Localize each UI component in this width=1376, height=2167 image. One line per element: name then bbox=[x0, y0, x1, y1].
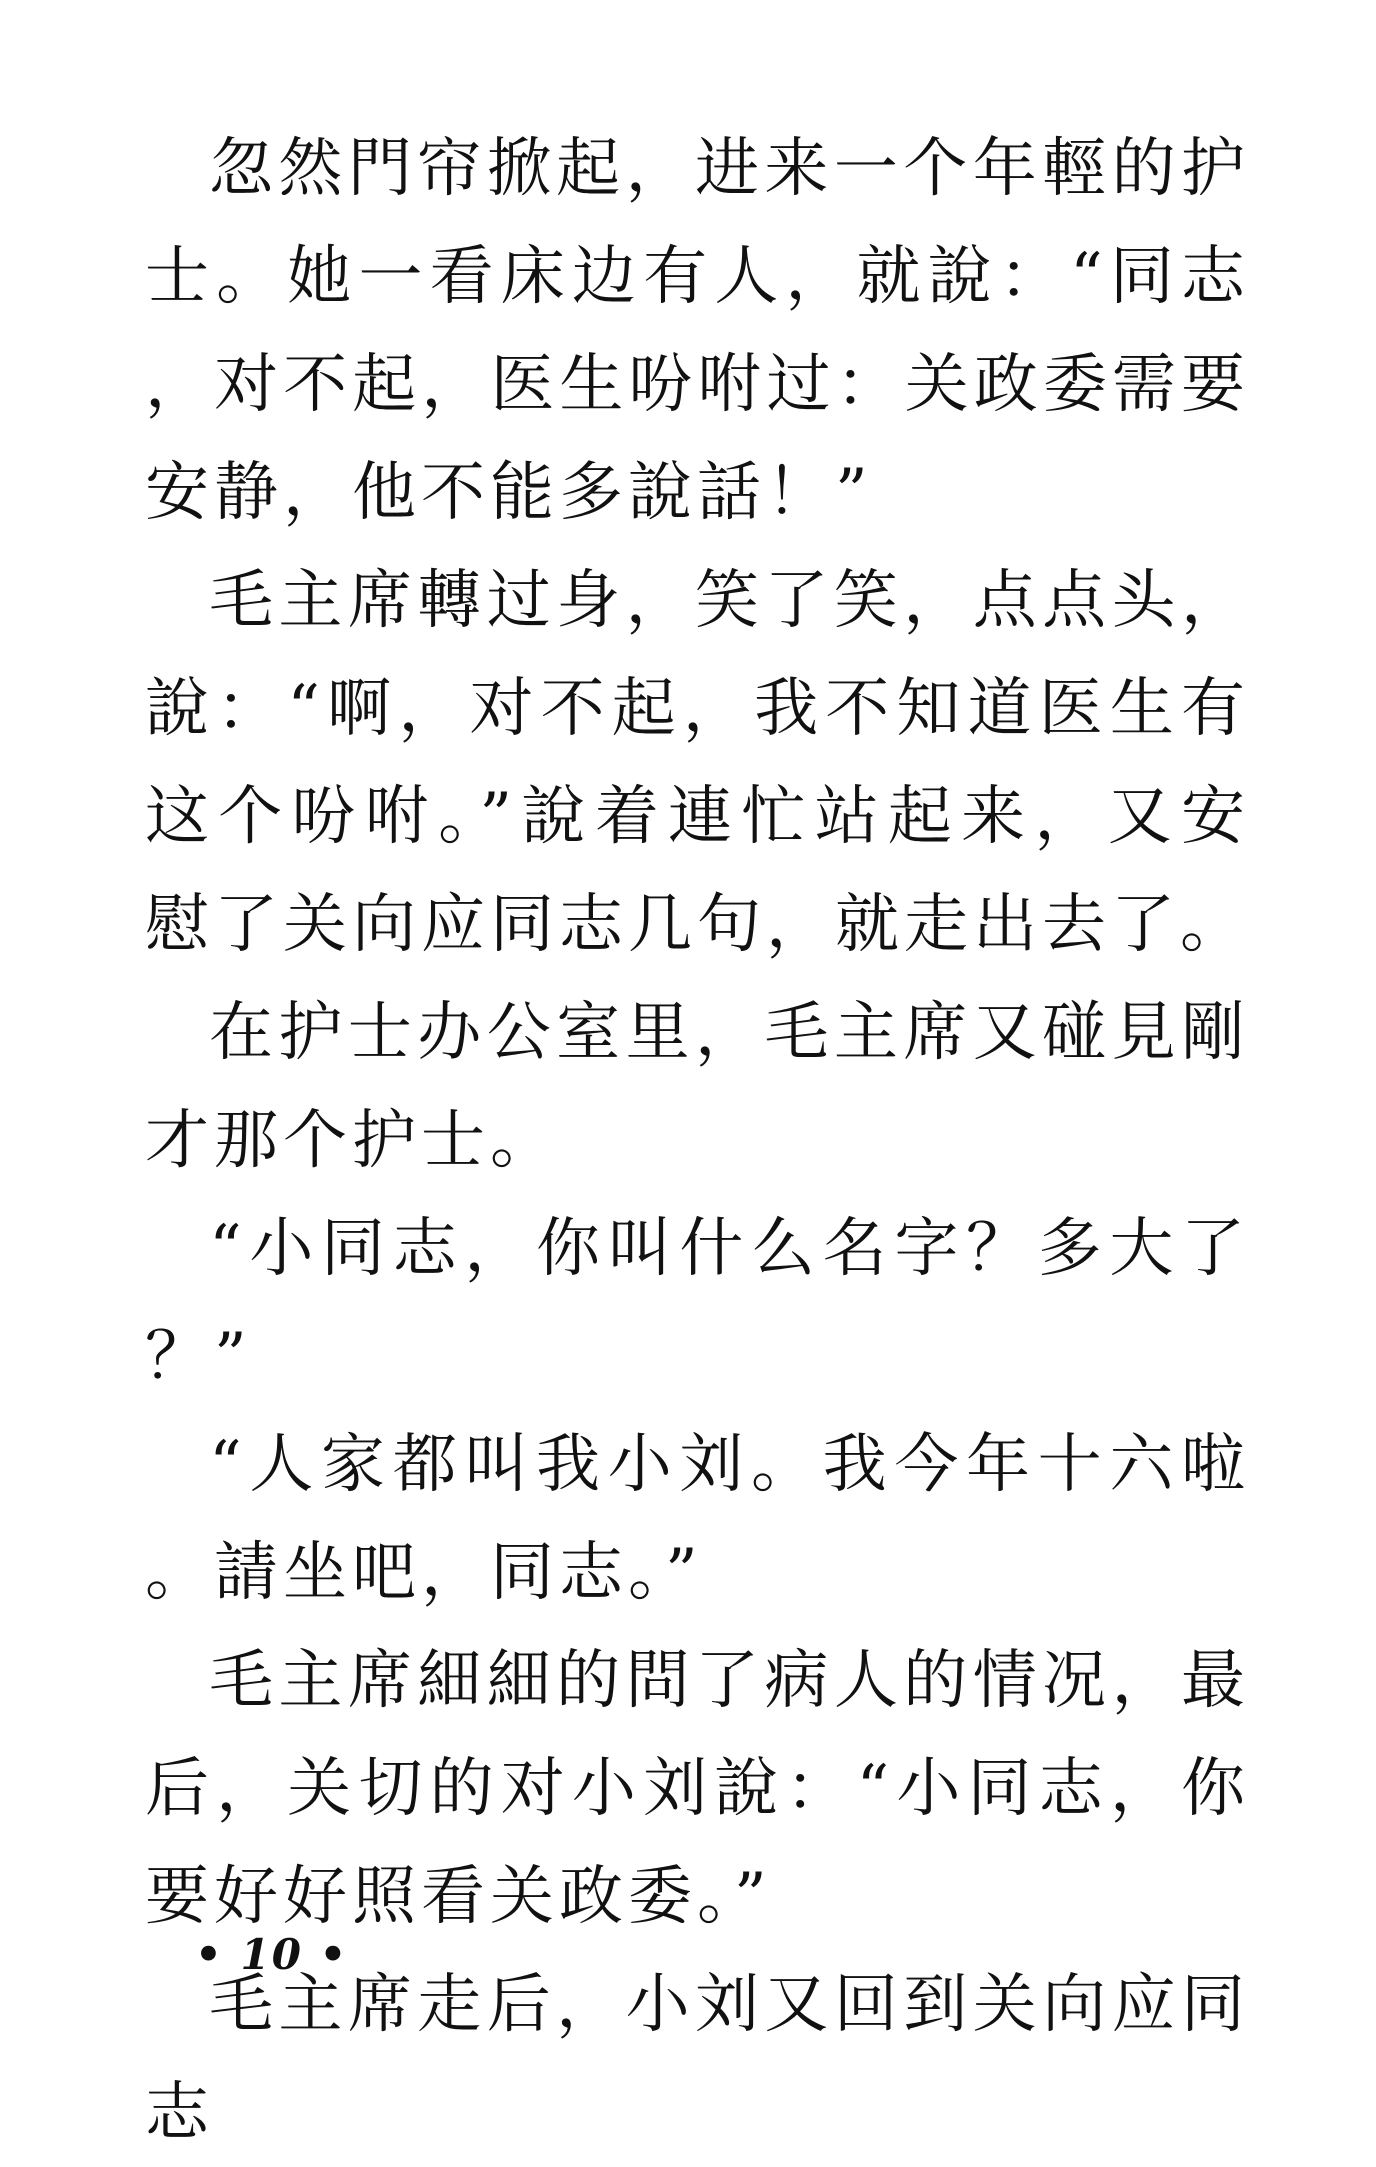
paragraph-6: 毛主席細細的問了病人的情况，最后，关切的对小刘說：“小同志，你要好好照看关政委。” bbox=[145, 1644, 1250, 1934]
paragraph-3: 在护士办公室里，毛主席又碰見剛才那个护士。 bbox=[145, 996, 1250, 1178]
paragraph-5: “人家都叫我小刘。我今年十六啦。請坐吧，同志。” bbox=[145, 1428, 1250, 1610]
paragraph-4: “小同志，你叫什么名字？多大了？” bbox=[145, 1212, 1250, 1394]
page-number: • 10 • bbox=[195, 1930, 349, 1979]
paragraph-2: 毛主席轉过身，笑了笑，点点头，說：“啊，对不起，我不知道医生有这个吩咐。”說着連忙站起来，又安慰了关向应同志几句，就走出去了。 bbox=[145, 564, 1250, 962]
page-body bbox=[145, 115, 1250, 2167]
paragraph-7: 毛主席走后，小刘又回到关向应同志 bbox=[145, 1968, 1250, 2150]
paragraph-1: 忽然門帘掀起，进来一个年輕的护士。她一看床边有人，就說：“同志，对不起，医生吩咐过：关政委需要安静，他不能多說話！” bbox=[145, 132, 1250, 530]
